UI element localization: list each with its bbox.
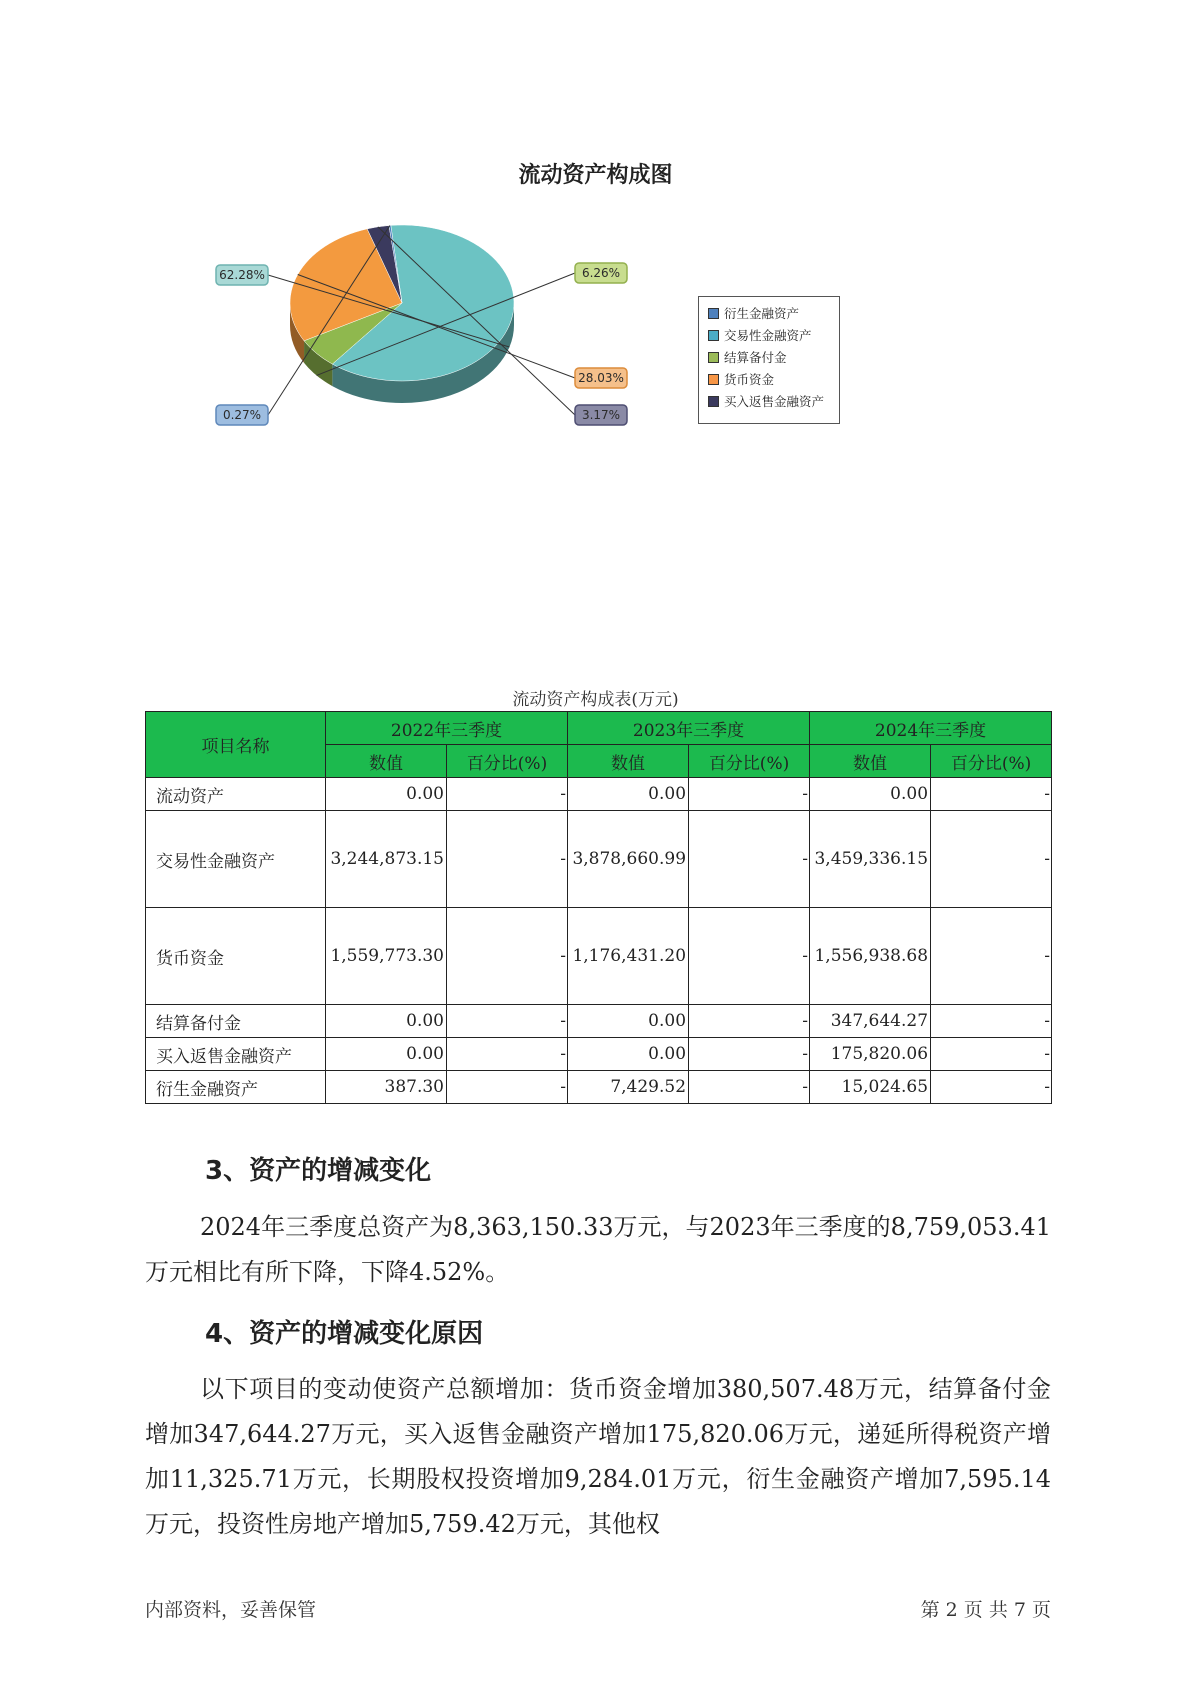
cell-pct: - — [689, 1071, 810, 1104]
header-period: 2022年三季度 — [326, 712, 568, 745]
footer-left: 内部资料，妥善保管 — [145, 1599, 317, 1621]
pie-data-label-text: 0.27% — [222, 408, 262, 422]
header-pct: 百分比(%) — [689, 745, 810, 778]
cell-pct: - — [931, 1005, 1052, 1038]
cell-value: 1,559,773.30 — [326, 908, 447, 1005]
cell-pct: - — [689, 908, 810, 1005]
legend-label: 买入返售金融资产 — [724, 394, 825, 409]
cell-value: 0.00 — [326, 778, 447, 811]
cell-value: 0.00 — [326, 1005, 447, 1038]
cell-value: 387.30 — [326, 1071, 447, 1104]
legend-item — [708, 305, 799, 323]
cell-value: 175,820.06 — [810, 1038, 931, 1071]
header-pct: 百分比(%) — [447, 745, 568, 778]
table-row — [146, 811, 1052, 908]
pie-data-label-text: 3.17% — [581, 408, 621, 422]
footer-page-number: 第 2 页 共 7 页 — [920, 1599, 1051, 1621]
cell-pct: - — [447, 1005, 568, 1038]
cell-value: 1,176,431.20 — [568, 908, 689, 1005]
section-paragraph: 2024年三季度总资产为8,363,150.33万元，与2023年三季度的8,759,053.41万元相比有所下降，下降4.52%。 — [145, 1213, 1051, 1286]
cell-pct: - — [447, 811, 568, 908]
table-row — [146, 1071, 1052, 1104]
cell-value: 3,878,660.99 — [568, 811, 689, 908]
header-value: 数值 — [326, 745, 447, 778]
cell-value: 347,644.27 — [810, 1005, 931, 1038]
cell-pct: - — [931, 811, 1052, 908]
table-row — [146, 908, 1052, 1005]
cell-value: 0.00 — [568, 1038, 689, 1071]
pie-data-label — [575, 368, 627, 388]
pie-data-label — [216, 405, 268, 425]
cell-value: 7,429.52 — [568, 1071, 689, 1104]
row-name: 买入返售金融资产 — [146, 1038, 326, 1071]
cell-value: 0.00 — [568, 1005, 689, 1038]
cell-pct: - — [931, 1038, 1052, 1071]
table-row — [146, 1038, 1052, 1071]
row-name: 衍生金融资产 — [146, 1071, 326, 1104]
assets-table — [145, 711, 1052, 1104]
header-value: 数值 — [568, 745, 689, 778]
legend-item — [708, 349, 787, 367]
pie-data-label-text: 62.28% — [219, 268, 265, 282]
section-heading: 4、资产的增减变化原因 — [205, 1319, 484, 1349]
cell-value: 3,244,873.15 — [326, 811, 447, 908]
header-period: 2024年三季度 — [810, 712, 1052, 745]
legend-swatch — [708, 330, 719, 341]
row-name: 流动资产 — [146, 778, 326, 811]
legend-item — [708, 393, 824, 411]
pie-data-label — [216, 265, 268, 285]
table-header-row — [146, 712, 1052, 745]
pie-data-label — [575, 263, 627, 283]
chart-legend — [698, 296, 840, 424]
cell-value: 0.00 — [810, 778, 931, 811]
legend-label: 交易性金融资产 — [724, 328, 812, 343]
cell-pct: - — [447, 1071, 568, 1104]
cell-value: 15,024.65 — [810, 1071, 931, 1104]
row-name: 货币资金 — [146, 908, 326, 1005]
cell-pct: - — [931, 908, 1052, 1005]
cell-pct: - — [931, 778, 1052, 811]
cell-pct: - — [447, 1038, 568, 1071]
chart-title: 流动资产构成图 — [518, 163, 673, 188]
pie-data-label — [575, 405, 627, 425]
cell-value: 3,459,336.15 — [810, 811, 931, 908]
legend-swatch — [708, 308, 719, 319]
legend-swatch — [708, 352, 719, 363]
cell-pct: - — [447, 778, 568, 811]
legend-label: 货币资金 — [724, 372, 775, 387]
row-name: 交易性金融资产 — [146, 811, 326, 908]
header-period: 2023年三季度 — [568, 712, 810, 745]
cell-value: 0.00 — [568, 778, 689, 811]
legend-swatch — [708, 396, 719, 407]
legend-item — [708, 371, 774, 389]
cell-pct: - — [689, 778, 810, 811]
pie-data-label-text: 28.03% — [578, 371, 624, 385]
legend-item — [708, 327, 812, 345]
pie-chart — [190, 225, 660, 455]
cell-pct: - — [689, 1038, 810, 1071]
cell-value: 1,556,938.68 — [810, 908, 931, 1005]
cell-pct: - — [931, 1071, 1052, 1104]
row-name: 结算备付金 — [146, 1005, 326, 1038]
header-item-name: 项目名称 — [146, 712, 326, 778]
table-caption: 流动资产构成表(万元) — [512, 690, 679, 710]
cell-pct: - — [447, 908, 568, 1005]
section-paragraph: 以下项目的变动使资产总额增加：货币资金增加380,507.48万元，结算备付金增加347,644.27万元，买入返售金融资产增加175,820.06万元，递延所得税资产增加11,325.71万元，长期股权投资增加9,284.01万元，衍生金融资产增加7,595.14万元，投资性房地产增加5,759.42万元，其他权 — [145, 1375, 1051, 1538]
pie-data-label-text: 6.26% — [581, 266, 621, 280]
header-value: 数值 — [810, 745, 931, 778]
table-row — [146, 1005, 1052, 1038]
cell-pct: - — [689, 1005, 810, 1038]
section-heading: 3、资产的增减变化 — [205, 1156, 432, 1186]
pie-top — [290, 225, 514, 381]
cell-pct: - — [689, 811, 810, 908]
legend-label: 结算备付金 — [724, 350, 787, 365]
cell-value: 0.00 — [326, 1038, 447, 1071]
table-row — [146, 778, 1052, 811]
legend-swatch — [708, 374, 719, 385]
legend-label: 衍生金融资产 — [724, 306, 800, 321]
header-pct: 百分比(%) — [931, 745, 1052, 778]
